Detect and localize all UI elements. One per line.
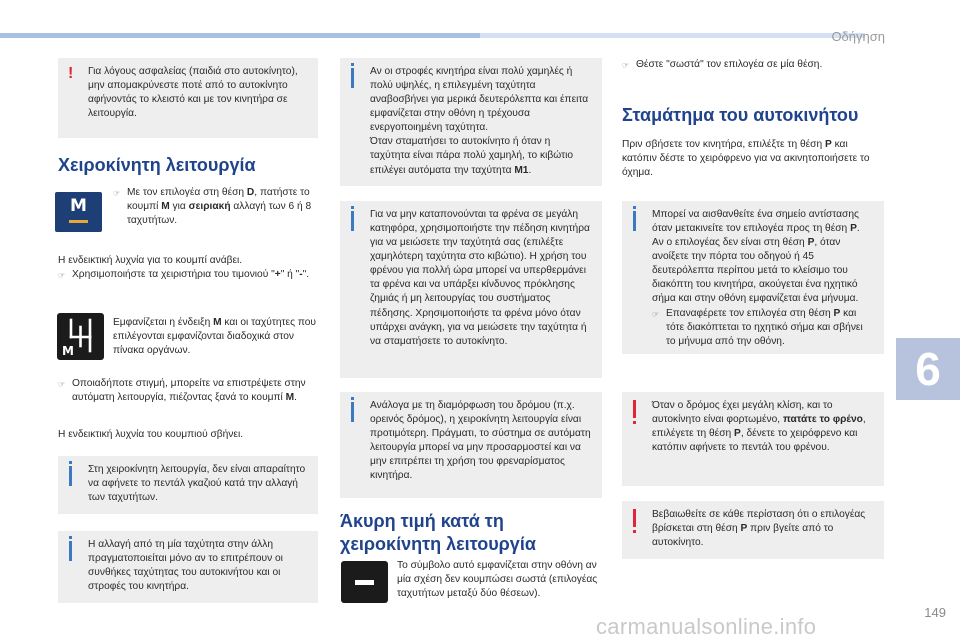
step-select-manual: ☞ Με τον επιλογέα στη θέση D, πατήστε το κουμπί M για σειριακή αλλαγή των 6 ή 8 ταχυτήτων.	[113, 186, 319, 228]
section-heading-stopping: Σταμάτημα του αυτοκινήτου	[622, 105, 859, 125]
info-icon	[69, 541, 72, 561]
pointing-hand-icon: ☞	[113, 189, 121, 198]
info-box-gear-change: Η αλλαγή από τη μία ταχύτητα στην άλλη πραγματοποιείται μόνο αν το επιτρέπουν οι συνθήκες ταχύτητας του αυτοκινήτου και οι στροφές του κινητήρα.	[58, 531, 318, 603]
gear-indicator-icon	[57, 313, 104, 360]
info-icon	[351, 68, 354, 88]
cluster-display-text: Εμφανίζεται η ένδειξη M και οι ταχύτητες που επιλέγονται εμφανίζονται διαδοχικά στον πίνακα οργάνων.	[113, 317, 316, 357]
header-bar	[0, 33, 480, 38]
page-number: 149	[924, 605, 946, 620]
m-button-icon: M	[55, 192, 102, 232]
info-box-brakes: Για να μην καταπονούνται τα φρένα σε μεγάλη κατηφόρα, χρησιμοποιήστε την πέδηση κινητήρα για να μειώσετε την ταχύτητά σας (επιλέξτε χαμηλότερη ταχύτητα στο κιβώτιο). Η χρήση του φρένου για πολλή ώρα μπορεί να υπερθερμάνει τα φρένα και να υπάρξει κίνδυνος πρόκλησης ζημιάς ή μη λειτουργίας του συστήματος πέδησης. Χρησιμοποιήστε τα φρένα μόνο όταν υπάρχει ανάγκη, για να μειώσετε την ταχύτητα ή να σταματήσετε το αυτοκίνητο.	[340, 201, 602, 378]
info-icon	[351, 211, 354, 231]
exclamation-icon	[633, 509, 636, 527]
led-on-text: Η ενδεικτική λυχνία για το κουμπί ανάβει. ☞ Χρησιμοποιήστε τα χειριστήρια του τιμονιού "+" ή "-".	[58, 254, 320, 282]
page-header-title: Οδήγηση	[831, 29, 885, 44]
pointing-hand-icon: ☞	[58, 271, 66, 281]
stopping-intro-text: Πριν σβήσετε τον κινητήρα, επιλέξτε τη θέση P και κατόπιν δέστε το χειρόφρενο για να ακινητοποιήσετε το όχημα.	[622, 139, 870, 179]
exclamation-icon: !	[68, 65, 74, 82]
info-box-accelerator: Στη χειροκίνητη λειτουργία, δεν είναι απαραίτητο να αφήνετε το πεντάλ γκαζιού κατά την αλλαγή των ταχυτήτων.	[58, 456, 318, 514]
warning-box-slope: Όταν ο δρόμος έχει μεγάλη κλίση, και το αυτοκίνητο είναι φορτωμένο, πατάτε το φρένο, επιλέγετε τη θέση P, δένετε το χειρόφρενο και κατόπιν αφήνετε το πεντάλ του φρένου.	[622, 392, 884, 486]
pointing-hand-icon: ☞	[622, 61, 630, 70]
warning-box-check-p: Βεβαιωθείτε σε κάθε περίσταση ότι ο επιλογέας βρίσκεται στη θέση P πριν βγείτε από το αυτοκίνητο.	[622, 501, 884, 559]
info-icon	[633, 211, 636, 231]
selector-position-step: ☞ Θέστε "σωστά" τον επιλογέα σε μία θέση.	[622, 58, 884, 72]
svg-text:M: M	[62, 344, 74, 358]
info-icon	[69, 466, 72, 486]
header-bar-light	[480, 33, 865, 38]
section-heading-invalid-value: Άκυρη τιμή κατά τη χειροκίνητη λειτουργία	[340, 511, 536, 554]
led-off-text: Η ενδεικτική λυχνία του κουμπιού σβήνει.	[58, 429, 244, 440]
section-heading-manual-mode: Χειροκίνητη λειτουργία	[58, 155, 256, 175]
pointing-hand-icon: ☞	[652, 309, 660, 319]
info-icon	[351, 402, 354, 422]
info-box-road: Ανάλογα με τη διαμόρφωση του δρόμου (π.χ. ορεινός δρόμος), η χειροκίνητη λειτουργία είναι προτιμότερη. Πράγματι, το σύστημα σε αυτόματη λειτουργία μπορεί να μην προσαρμοστεί και να μην επιτρέπει τη χρήση του φρεναρίσματος κινητήρα.	[340, 392, 602, 498]
info-box-rpm: Αν οι στροφές κινητήρα είναι πολύ χαμηλές ή πολύ υψηλές, η επιλεγμένη ταχύτητα αναβοσβήνει για μερικά δευτερόλεπτα και έπειτα εμφανίζεται στην οθόνη η τρέχουσα ενεργοποιημένη ταχύτητα. Όταν σταματήσει το αυτοκίνητο ή όταν η ταχύτητα είναι πάρα πολύ χαμηλή, το κιβώτιο επιλέγει αυτόματα την ταχύτητα M1.	[340, 58, 602, 186]
chapter-tab: 6	[896, 338, 960, 400]
return-auto-text: ☞ Οποιαδήποτε στιγμή, μπορείτε να επιστρέψετε στην αυτόματη λειτουργία, πιέζοντας ξανά το κουμπί M.	[58, 377, 320, 405]
watermark: carmanualsonline.info	[596, 614, 817, 639]
pointing-hand-icon: ☞	[58, 380, 66, 389]
dash-symbol-icon	[341, 561, 388, 603]
warning-box-children: ! Για λόγους ασφαλείας (παιδιά στο αυτοκίνητο), μην απομακρύνεστε ποτέ από το αυτοκίνητο αφήνοντάς το κλειστό και με τον κινητήρα σε λειτουργία.	[58, 58, 318, 138]
invalid-value-text: Το σύμβολο αυτό εμφανίζεται στην οθόνη αν μία σχέση δεν κουμπώσει σωστά (επιλογέας ταχυτήτων μεταξύ δύο θέσεων).	[397, 560, 598, 600]
exclamation-icon	[633, 400, 636, 418]
info-box-resistance: Μπορεί να αισθανθείτε ένα σημείο αντίστασης όταν μετακινείτε τον επιλογέα προς τη θέση P. Αν ο επιλογέας δεν είναι στη θέση P, όταν ανοίξετε την πόρτα του οδηγού ή 45 δευτερόλεπτα περίπου μετά το κλείσιμο του διακόπτη του κινητήρα, ακούγεται ένα ηχητικό σήμα και στην οθόνη εμφανίζεται ένα μήνυμα. ☞ Επαναφέρετε τον επιλογέα στη θέση P και τότε διακόπτεται το ηχητικό σήμα και σβήνει το μήνυμα από την οθόνη.	[622, 201, 884, 354]
